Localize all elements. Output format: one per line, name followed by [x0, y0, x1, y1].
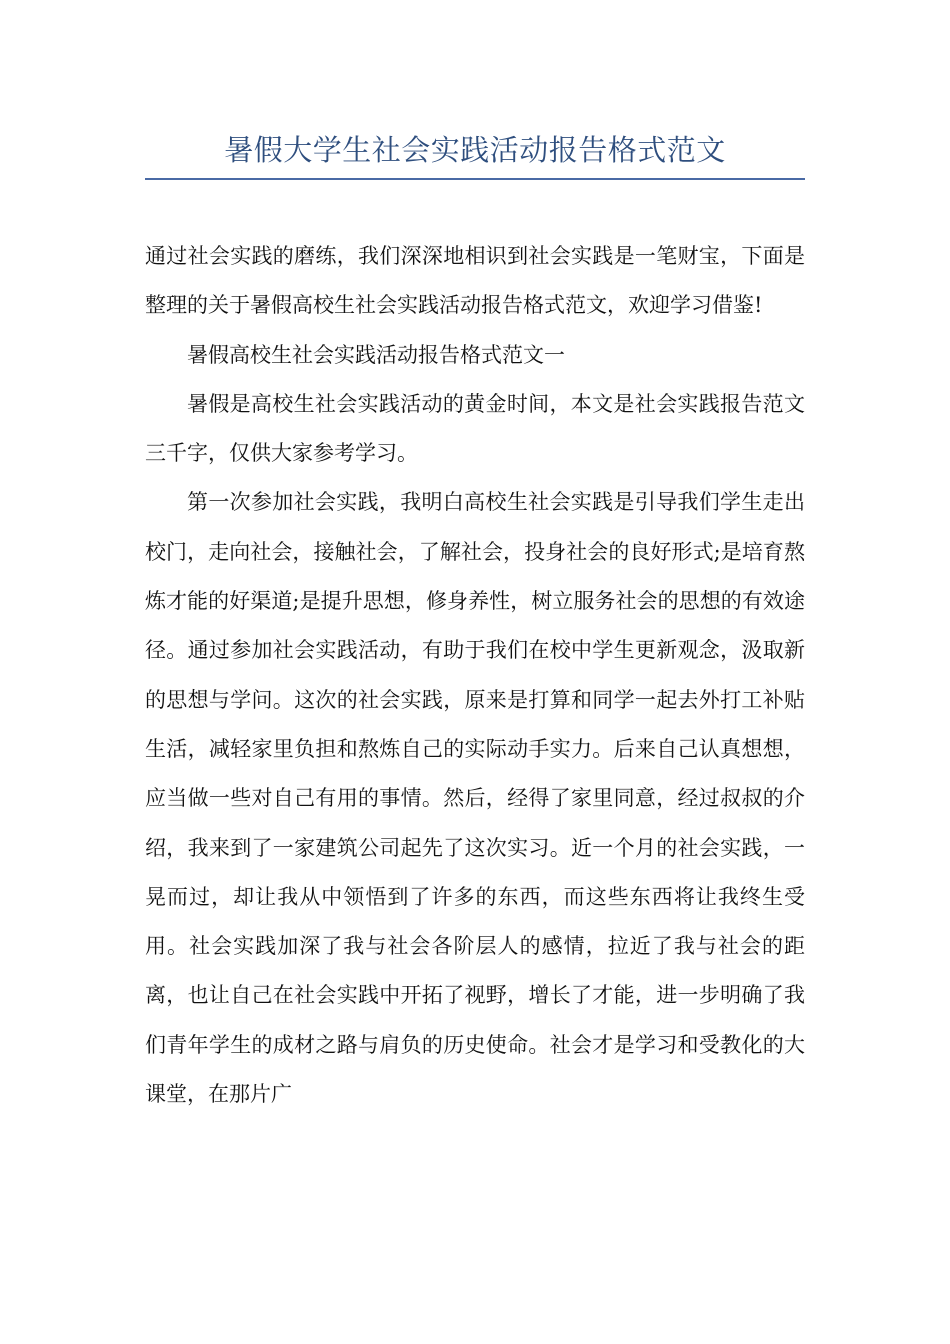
- body-paragraph: 暑假是高校生社会实践活动的黄金时间，本文是社会实践报告范文三千字，仅供大家参考学习。: [145, 391, 805, 466]
- section-heading: 暑假高校生社会实践活动报告格式范文一: [187, 342, 565, 367]
- body-paragraph: 第一次参加社会实践，我明白高校生社会实践是引导我们学生走出校门，走向社会，接触社会，了解社会，投身社会的良好形式;是培育熬炼才能的好渠道;是提升思想，修身养性，树立服务社会的思想的有效途径。通过参加社会实践活动，有助于我们在校中学生更新观念，汲取新的思想与学问。这次的社会实践，原来是打算和同学一起去外打工补贴生活，减轻家里负担和熬炼自己的实际动手实力。后来自己认真想想，应当做一些对自己有用的事情。然后，经得了家里同意，经过叔叔的介绍，我来到了一家建筑公司起先了这次实习。近一个月的社会实践，一晃而过，却让我从中领悟到了许多的东西，而这些东西将让我终生受用。社会实践加深了我与社会各阶层人的感情，拉近了我与社会的距离，也让自己在社会实践中开拓了视野，增长了才能，进一步明确了我们青年学生的成材之路与肩负的历史使命。社会才是学习和受教化的大课堂，在那片广: [145, 490, 805, 1107]
- document-body: [145, 232, 805, 1119]
- intro-paragraph: 通过社会实践的磨练，我们深深地相识到社会实践是一笔财宝，下面是整理的关于暑假高校生社会实践活动报告格式范文，欢迎学习借鉴!: [145, 244, 805, 318]
- title-underline: [145, 178, 805, 180]
- document-title: 暑假大学生社会实践活动报告格式范文: [224, 133, 726, 167]
